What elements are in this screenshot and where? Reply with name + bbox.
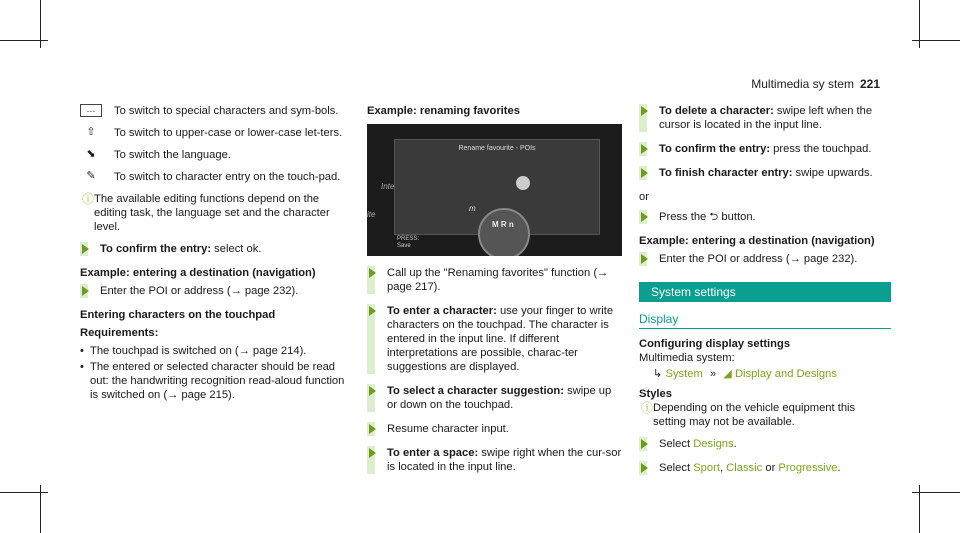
handwriting-cursor-icon [516, 176, 530, 190]
screen-side-text: ite [367, 210, 376, 219]
step-text: swipe left when the cursor is located in the input line. [659, 105, 873, 131]
list-item: • The touchpad is switched on (→ page 214). [80, 344, 350, 358]
step-text: Select [659, 462, 694, 474]
step [639, 252, 891, 266]
step-arrow-icon [641, 144, 648, 154]
key-description: To switch to upper-case or lower-case let-ters. [114, 127, 343, 139]
step [367, 422, 622, 436]
step-text: swipe upwards. [792, 167, 873, 179]
example-title: Example: renaming favorites [367, 105, 520, 117]
step-arrow-icon [641, 106, 648, 116]
controller-wheel [478, 208, 530, 256]
info-note [80, 192, 350, 234]
step-text: , [719, 462, 727, 474]
step-text: Call up the "Renaming favorites" function (→ page 217). [387, 267, 609, 293]
key-row [80, 104, 350, 118]
step [367, 266, 622, 294]
step-arrow-icon [641, 212, 648, 222]
step-arrow-icon [369, 386, 376, 396]
step-arrow-icon [641, 439, 648, 449]
path-display: Display and Designs [734, 368, 837, 380]
step [367, 446, 622, 474]
step-text: swipe up or down on the touchpad. [387, 385, 612, 411]
step [639, 104, 891, 132]
option-progressive: Progressive [778, 462, 838, 474]
step-arrow-icon [369, 448, 376, 458]
page-header [751, 77, 880, 91]
info-icon: ⓘ [82, 192, 95, 206]
step-bold: To enter a space: [387, 447, 479, 459]
step [639, 210, 891, 224]
key-description: To switch to character entry on the touch-pad. [114, 171, 341, 183]
step [367, 304, 622, 374]
info-text: The available editing functions depend on the editing task, the language set and the character level. [94, 193, 330, 233]
step-arrow-icon [369, 306, 376, 316]
step [80, 284, 350, 298]
step-text: . [837, 462, 841, 474]
section-heading: Entering characters on the touchpad [80, 309, 276, 321]
menu-path [653, 367, 891, 381]
step-text: Enter the POI or address (→ page 232). [659, 253, 858, 265]
requirements-title: Requirements: [80, 327, 159, 339]
step-bold: To confirm the entry: [659, 143, 771, 155]
step [80, 242, 350, 256]
step-text: Press the ⮌ button. [659, 211, 756, 223]
option-classic: Classic [726, 462, 763, 474]
crop-mark [912, 40, 960, 41]
info-text: Depending on the vehicle equipment this setting may not be available. [653, 402, 856, 428]
step-arrow-icon [369, 424, 376, 434]
panel-title: Rename favourite - POIs [458, 145, 536, 152]
step-text: . [733, 438, 737, 450]
key-row [80, 148, 350, 162]
step-arrow-icon [369, 268, 376, 278]
input-text: m [469, 204, 476, 213]
more-icon: ⋯ [80, 104, 102, 117]
list-item: • The entered or selected character should be read out: the handwriting recognition read-aloud function is switched on (→ page 215). [80, 360, 350, 402]
handwriting-icon: ✎ [86, 170, 96, 182]
double-chevron-icon: » [709, 368, 717, 380]
step-bold: To enter a character: [387, 305, 497, 317]
config-title: Configuring display settings [639, 338, 791, 350]
shift-icon: ⇧ [86, 126, 96, 138]
option-designs: Designs [693, 438, 734, 450]
step [367, 384, 622, 412]
menu-path-intro: Multimedia system: [639, 352, 735, 364]
press-hint [397, 236, 419, 250]
screenshot-figure [367, 124, 622, 256]
step-arrow-icon [82, 244, 89, 254]
example-title: Example: entering a destination (navigation) [80, 267, 316, 279]
section-bar: System settings [639, 282, 891, 302]
step-bold: To select a character suggestion: [387, 385, 564, 397]
step-text: select ok. [211, 243, 262, 255]
step-text: use your finger to write characters on the touchpad. The character is entered in the input line. If different interpretations are possible, charac-ter suggestions are displayed. [387, 305, 614, 373]
column-3 [639, 104, 891, 485]
step-text: Resume character input. [387, 423, 509, 435]
language-icon: ⬊ [86, 148, 96, 160]
section-title: Multimedia sy stem [751, 77, 854, 91]
step-text: Enter the POI or address (→ page 232). [100, 285, 299, 297]
wheel-label: M R n [492, 220, 514, 229]
step-text: press the touchpad. [770, 143, 872, 155]
step-text: Select [659, 438, 694, 450]
screen-side-text: Inte [381, 182, 395, 191]
step [639, 437, 891, 451]
key-row [80, 170, 350, 184]
info-note [639, 401, 891, 429]
step-arrow-icon [641, 463, 648, 473]
crop-mark [0, 40, 48, 41]
step-bold: To delete a character: [659, 105, 774, 117]
step-arrow-icon [82, 286, 89, 296]
page-number: 221 [859, 77, 880, 91]
step-arrow-icon [641, 254, 648, 264]
key-row [80, 126, 350, 140]
info-icon: ⓘ [641, 401, 654, 415]
step [639, 142, 891, 156]
return-arrow-icon: ↳ [653, 368, 663, 380]
step-arrow-icon [641, 168, 648, 178]
key-description: To switch the language. [114, 149, 231, 161]
step-text: swipe right when the cur-sor is located in the input line. [387, 447, 622, 473]
save-label: Save [397, 243, 411, 249]
step-text: or [762, 462, 779, 474]
press-label: PRESS: [397, 236, 420, 242]
subsection-title: Display [639, 312, 891, 329]
column-2 [367, 104, 622, 484]
display-icon: ◢ [723, 368, 732, 380]
crop-mark [0, 492, 48, 493]
step-bold: To finish character entry: [659, 167, 793, 179]
column-1 [80, 104, 350, 404]
or-text: or [639, 191, 649, 203]
step-bold: To confirm the entry: [100, 243, 212, 255]
option-sport: Sport [693, 462, 720, 474]
styles-title: Styles [639, 388, 672, 400]
example-title: Example: entering a destination (navigation) [639, 235, 875, 247]
path-system: System [665, 368, 703, 380]
key-description: To switch to special characters and sym-bols. [114, 105, 339, 117]
step [639, 461, 891, 475]
crop-mark [912, 492, 960, 493]
step [639, 166, 891, 180]
